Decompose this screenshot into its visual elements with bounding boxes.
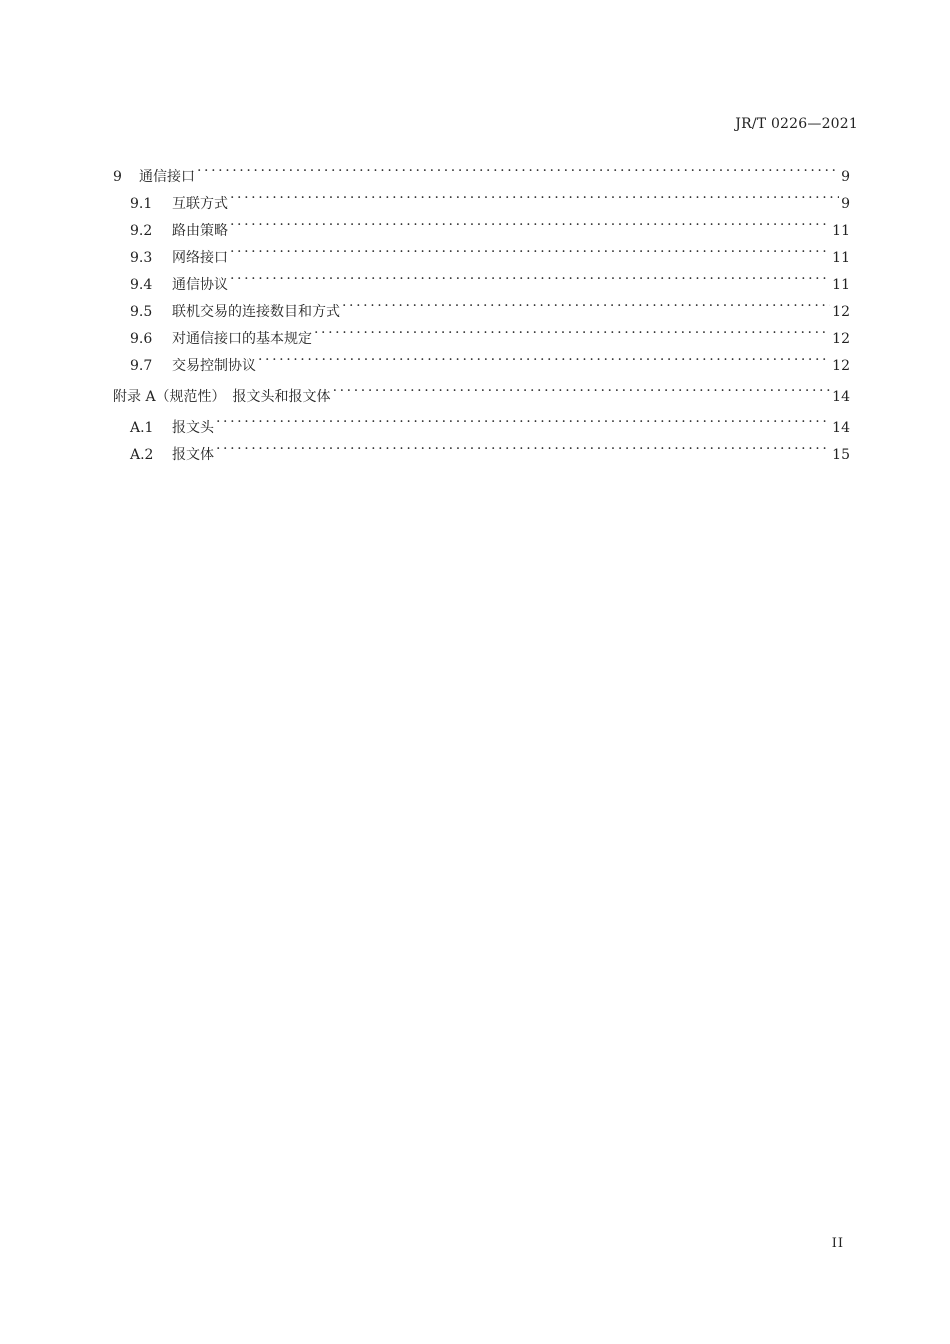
- toc-leader-dots: [216, 432, 830, 459]
- toc-leader-dots: [197, 154, 839, 181]
- toc-entry-title: 网络接口: [172, 250, 228, 266]
- toc-entry-9-1[interactable]: [113, 181, 850, 212]
- toc-entry-page: 14: [832, 389, 850, 405]
- toc-leader-dots: [230, 262, 830, 289]
- toc-leader-dots: [230, 181, 839, 208]
- toc-entry-title: 通信接口: [139, 169, 195, 185]
- toc-entry-page: 14: [832, 420, 850, 436]
- toc-entry-number: 9.5: [130, 304, 153, 320]
- toc-leader-dots: [230, 208, 830, 235]
- toc-entry-number: 9.4: [130, 277, 153, 293]
- page-number: II: [831, 1236, 844, 1251]
- document-id: JR/T 0226—2021: [735, 116, 858, 132]
- toc-entry-9[interactable]: [113, 154, 850, 185]
- toc-entry-title: 对通信接口的基本规定: [172, 331, 312, 347]
- toc-entry-page: 12: [832, 358, 850, 374]
- toc-entry-number: A.1: [130, 420, 154, 436]
- toc-entry-title: 附录 A（规范性） 报文头和报文体: [113, 389, 331, 405]
- toc-entry-number: 9.1: [130, 196, 153, 212]
- toc-entry-page: 12: [832, 331, 850, 347]
- toc-entry-title: 通信协议: [172, 277, 228, 293]
- toc-entry-number: A.2: [130, 447, 154, 463]
- toc-entry-title: 路由策略: [172, 223, 228, 239]
- toc-entry-page: 11: [832, 277, 850, 293]
- table-of-contents: [113, 154, 850, 463]
- toc-entry-title: 交易控制协议: [172, 358, 256, 374]
- toc-entry-page: 12: [832, 304, 850, 320]
- toc-entry-number: 9: [113, 169, 122, 185]
- toc-entry-title: 报文体: [172, 447, 214, 463]
- toc-entry-number: 9.6: [130, 331, 153, 347]
- toc-entry-title: 互联方式: [172, 196, 228, 212]
- toc-leader-dots: [258, 343, 830, 370]
- toc-entry-page: 11: [832, 223, 850, 239]
- toc-entry-number: 9.7: [130, 358, 153, 374]
- toc-entry-number: 9.3: [130, 250, 153, 266]
- toc-entry-title: 报文头: [172, 420, 214, 436]
- toc-entry-page: 15: [832, 447, 850, 463]
- toc-entry-page: 9: [841, 169, 850, 185]
- toc-leader-dots: [342, 289, 830, 316]
- toc-entry-page: 9: [841, 196, 850, 212]
- toc-entry-page: 11: [832, 250, 850, 266]
- toc-leader-dots: [333, 374, 831, 401]
- toc-entry-a-2[interactable]: [113, 432, 850, 463]
- toc-entry-a-1[interactable]: [113, 405, 850, 436]
- toc-leader-dots: [314, 316, 830, 343]
- toc-entry-title: 联机交易的连接数目和方式: [172, 304, 340, 320]
- toc-leader-dots: [230, 235, 830, 262]
- toc-leader-dots: [216, 405, 830, 432]
- toc-entry-number: 9.2: [130, 223, 153, 239]
